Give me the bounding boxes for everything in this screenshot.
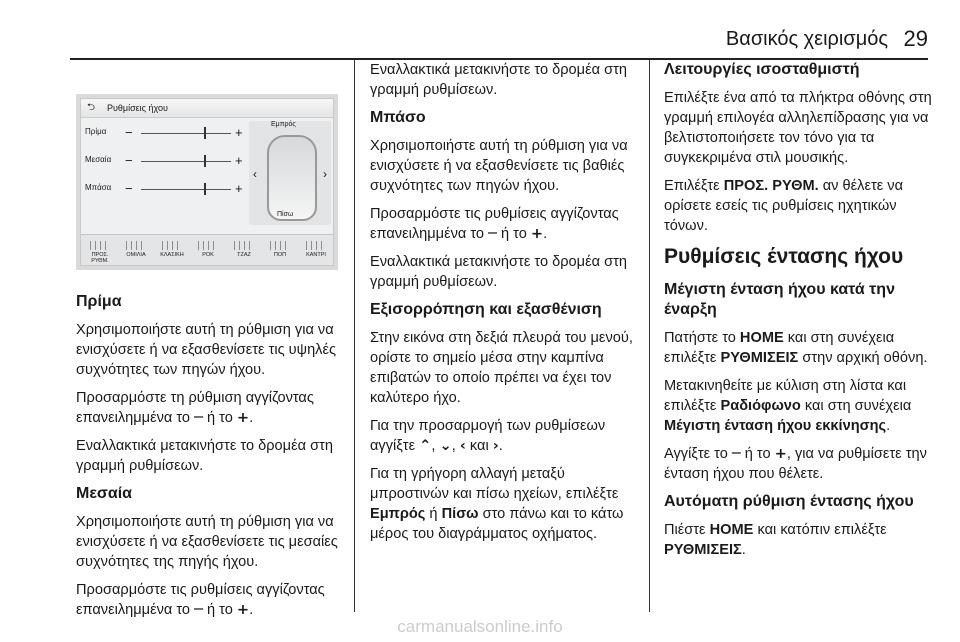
- minus-icon: −: [125, 181, 133, 196]
- paragraph: Αγγίξτε το ─ ή το +, για να ρυθμίσετε την ένταση ήχου που θέλετε.: [664, 445, 927, 482]
- preset-button: ΤΖΑΖ: [227, 235, 261, 265]
- plus-icon: +: [236, 409, 250, 426]
- preset-button: ΚΑΝΤΡΙ: [299, 235, 333, 265]
- heading-bass: Μπάσο: [370, 109, 426, 126]
- sound-settings-screenshot: [76, 94, 338, 270]
- treble-row: [85, 123, 251, 145]
- bass-row: [85, 179, 251, 201]
- preset-button: ΡΟΚ: [191, 235, 225, 265]
- mid-label: Μεσαία: [85, 155, 112, 164]
- mid-row: [85, 151, 251, 173]
- column-2: [370, 60, 634, 552]
- screen-titlebar: [81, 99, 333, 118]
- paragraph: Χρησιμοποιήστε αυτή τη ρύθμιση για να ενισχύσετε ή να εξασθενίσετε τις υψηλές συχνότητες των πηγών ήχου.: [76, 322, 337, 378]
- plus-icon: +: [530, 225, 544, 242]
- equalizer-icon: [126, 241, 146, 250]
- equalizer-icon: [234, 241, 254, 250]
- running-title: Βασικός χειρισμός: [725, 28, 888, 50]
- bass-label: Μπάσα: [85, 183, 112, 192]
- chevron-left-icon: ‹: [253, 167, 257, 181]
- paragraph: Εναλλακτικά μετακινήστε το δρομέα στη γραμμή ρυθμίσεων.: [76, 438, 333, 474]
- plus-icon: +: [235, 153, 243, 168]
- equalizer-icon: [198, 241, 218, 250]
- minus-icon: −: [125, 125, 133, 140]
- paragraph: Επιλέξτε ένα από τα πλήκτρα οθόνης στη γραμμή επιλογέα αλληλεπίδρασης για να βελτιστοποιήσετε τον τόνο για τα συγκεκριμένα στιλ μουσικής.: [664, 90, 932, 166]
- back-icon: ⮌: [87, 102, 96, 113]
- preset-button: ΟΜΙΛΙΑ: [119, 235, 153, 265]
- heading-max-startup-volume: Μέγιστη ένταση ήχου κατά την έναρξη: [664, 281, 895, 318]
- paragraph: Πατήστε το HOME και στη συνέχεια επιλέξτε ΡΥΘΜΙΣΕΙΣ στην αρχική οθόνη.: [664, 330, 928, 366]
- column-divider-2: [649, 60, 650, 612]
- balance-fader-diagram: [249, 121, 331, 225]
- minus-icon: ─: [488, 225, 497, 242]
- slider-track: [141, 161, 231, 162]
- heading-treble: Πρίμα: [76, 293, 122, 310]
- plus-icon: +: [235, 181, 243, 196]
- screen-title: Ρυθμίσεις ήχου: [107, 103, 168, 113]
- minus-icon: −: [125, 153, 133, 168]
- watermark: carmanualsonline.info: [397, 617, 563, 636]
- paragraph: Για τη γρήγορη αλλαγή μεταξύ μπροστινών και πίσω ηχείων, επιλέξτε Εμπρός ή Πίσω στο πάνω και το κάτω μέρος του διαγράμματος οχήματος.: [370, 466, 624, 542]
- page-number: 29: [903, 26, 928, 51]
- heading-equalizer-modes: Λειτουργίες ισοσταθμιστή: [664, 61, 860, 78]
- paragraph: Επιλέξτε ΠΡΟΣ. ΡΥΘΜ. αν θέλετε να ορίσετε εσείς τις ρυθμίσεις ηχητικών τόνων.: [664, 178, 904, 234]
- page-header: [0, 0, 960, 60]
- equalizer-preset-bar: [81, 234, 333, 265]
- minus-icon: ─: [731, 445, 741, 462]
- paragraph: Χρησιμοποιήστε αυτή τη ρύθμιση για να ενισχύσετε ή να εξασθενίσετε τις βαθιές συχνότητες των πηγών ήχου.: [370, 138, 628, 194]
- paragraph: Προσαρμόστε τις ρυθμίσεις αγγίζοντας επανειλημμένα το ─ ή το +.: [370, 206, 619, 242]
- chevron-right-icon: ›: [323, 167, 327, 181]
- slider-track: [141, 189, 231, 190]
- paragraph: Μετακινηθείτε με κύλιση στη λίστα και επιλέξτε Ραδιόφωνο και στη συνέχεια Μέγιστη ένταση ήχου εκκίνησης.: [664, 378, 912, 434]
- heading-volume-settings: Ρυθμίσεις έντασης ήχου: [664, 245, 904, 268]
- slider-knob: [204, 183, 206, 195]
- column-3: [664, 60, 934, 568]
- plus-icon: +: [236, 601, 250, 618]
- preset-button: ΠΡΟΣ. ΡΥΘΜ.: [83, 235, 117, 265]
- preset-button: ΠΟΠ: [263, 235, 297, 265]
- plus-icon: +: [235, 125, 243, 140]
- slider-knob: [204, 127, 206, 139]
- paragraph: Εναλλακτικά μετακινήστε το δρομέα στη γραμμή ρυθμίσεων.: [370, 254, 627, 290]
- treble-label: Πρίμα: [85, 127, 107, 136]
- heading-balance-fader: Εξισορρόπηση και εξασθένιση: [370, 301, 602, 318]
- paragraph: Στην εικόνα στη δεξιά πλευρά του μενού, ορίστε το σημείο μέσα στην καμπίνα επιβατών το οποίο πρέπει να έχει τον καλύτερο ήχο.: [370, 330, 633, 406]
- car-icon: [267, 135, 317, 221]
- heading-mid: Μεσαία: [76, 485, 132, 502]
- preset-button: ΚΛΑΣΙΚΗ: [155, 235, 189, 265]
- slider-knob: [204, 155, 206, 167]
- paragraph: Για την προσαρμογή των ρυθμίσεων αγγίξτε ⌃, ⌄, ‹ και ›.: [370, 418, 606, 454]
- paragraph: Χρησιμοποιήστε αυτή τη ρύθμιση για να ενισχύσετε ή να εξασθενίσετε τις μεσαίες συχνότητες της πηγής ήχου.: [76, 514, 338, 570]
- slider-track: [141, 133, 231, 134]
- paragraph: Προσαρμόστε τις ρυθμίσεις αγγίζοντας επανειλημμένα το ─ ή το +.: [76, 582, 325, 618]
- minus-icon: ─: [194, 601, 203, 618]
- minus-icon: ─: [194, 409, 203, 426]
- equalizer-icon: [270, 241, 290, 250]
- front-label: Εμπρός: [271, 121, 296, 128]
- heading-auto-volume: Αυτόματη ρύθμιση έντασης ήχου: [664, 493, 914, 510]
- column-divider-1: [354, 60, 355, 612]
- rear-label: Πίσω: [277, 211, 294, 218]
- equalizer-icon: [90, 241, 110, 250]
- paragraph: Προσαρμόστε τη ρύθμιση αγγίζοντας επανειλημμένα το ─ ή το +.: [76, 390, 314, 426]
- chevron-right-icon: ›: [492, 437, 499, 454]
- plus-icon: +: [774, 445, 787, 462]
- chevron-down-icon: ⌄: [439, 437, 452, 454]
- chevron-left-icon: ‹: [459, 437, 466, 454]
- equalizer-icon: [306, 241, 326, 250]
- chevron-up-icon: ⌃: [419, 437, 432, 454]
- equalizer-icon: [162, 241, 182, 250]
- paragraph: Εναλλακτικά μετακινήστε το δρομέα στη γραμμή ρυθμίσεων.: [370, 62, 627, 98]
- paragraph: Πιέστε HOME και κατόπιν επιλέξτε ΡΥΘΜΙΣΕΙΣ.: [664, 522, 887, 558]
